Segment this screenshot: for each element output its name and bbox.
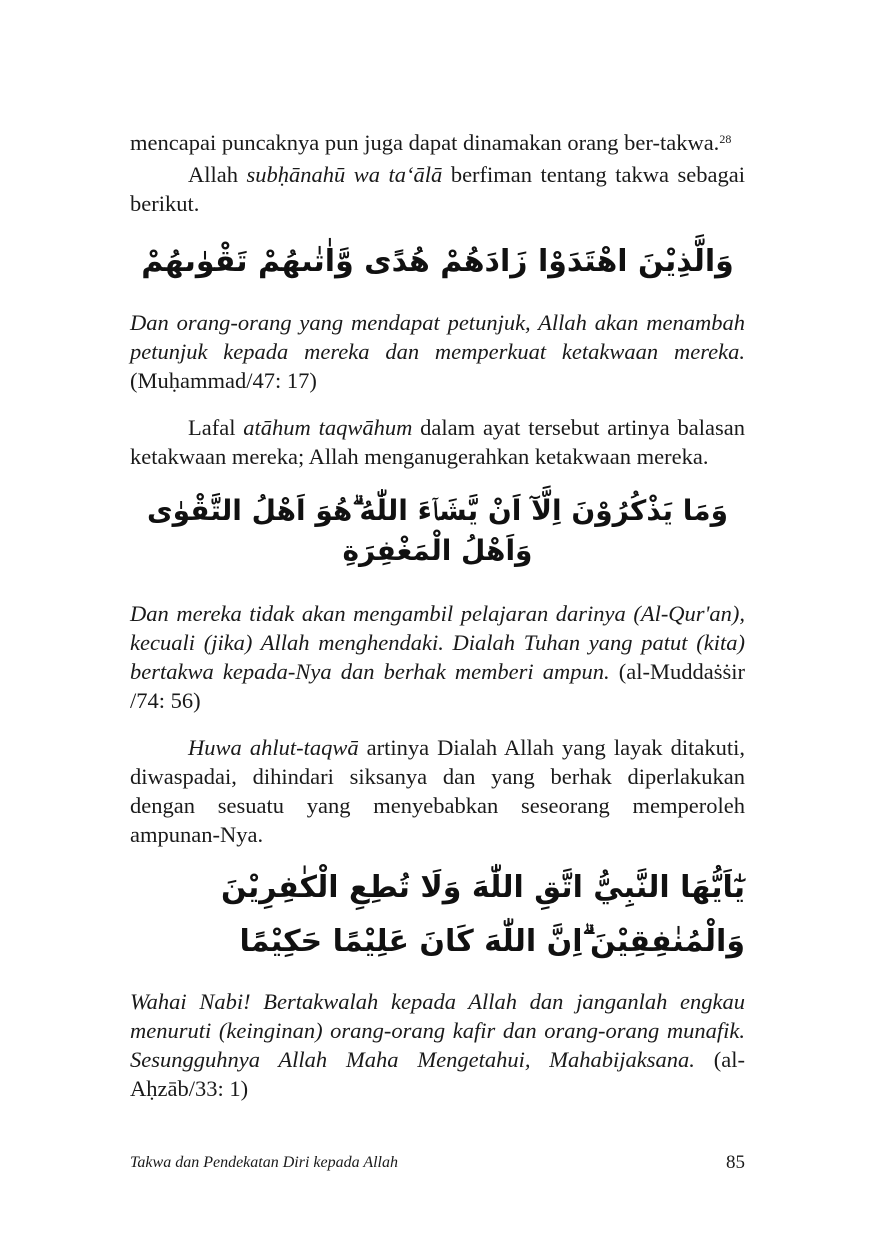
paragraph-3-pre: Lafal bbox=[188, 415, 244, 440]
verse-1-arabic: وَالَّذِيْنَ اهْتَدَوْا زَادَهُمْ هُدًى وَّاٰتٰىهُمْ تَقْوٰىهُمْ bbox=[141, 244, 734, 279]
paragraph-3 bbox=[130, 413, 745, 471]
verse-3-translation-block bbox=[130, 987, 745, 1103]
paragraph-4-post: artinya Dialah Allah yang layak ditakuti, diwaspadai, dihindari siksanya dan yang berhak diperlakukan dengan sesuatu yang menyebabkan seseorang memperoleh ampunan-Nya. bbox=[130, 735, 745, 847]
paragraph-2-italic: subḥānahū wa ta‘ālā bbox=[246, 162, 443, 187]
page-footer bbox=[130, 1152, 745, 1178]
verse-1-reference: (Muḥammad/47: 17) bbox=[130, 368, 317, 393]
paragraph-4 bbox=[130, 733, 745, 849]
verse-2-arabic: وَمَا يَذْكُرُوْنَ اِلَّآ اَنْ يَّشَاۤءَ اللّٰهُ ۗهُوَ اَهْلُ التَّقْوٰى وَاَهْلُ الْمَغْفِرَةِ bbox=[146, 494, 729, 567]
page-number: 85 bbox=[726, 1152, 745, 1173]
footnote-marker[interactable]: 28 bbox=[719, 132, 732, 146]
verse-2-translation: Dan mereka tidak akan mengambil pelajaran darinya (Al-Qur'an), kecuali (jika) Allah menghendaki. Dialah Tuhan yang patut (kita) bertakwa kepada-Nya dan berhak memberi ampun. bbox=[130, 601, 745, 684]
verse-3-reference: (al-Aḥzāb/33: 1) bbox=[130, 1047, 745, 1101]
paragraph-4-italic: Huwa ahlut-taqwā bbox=[188, 735, 359, 760]
page-body bbox=[130, 128, 745, 1103]
verse-1-translation: Dan orang-orang yang mendapat petunjuk, Allah akan menambah petunjuk kepada mereka dan memperkuat ketakwaan mereka. bbox=[130, 310, 745, 364]
paragraph-3-italic: atāhum taqwāhum bbox=[243, 415, 413, 440]
paragraph-1-text: mencapai puncaknya pun juga dapat dinamakan orang ber-takwa. bbox=[130, 130, 720, 155]
verse-2-reference: (al-Muddaṡṡir /74: 56) bbox=[130, 659, 745, 713]
paragraph-1 bbox=[130, 128, 745, 157]
paragraph-2 bbox=[130, 160, 745, 218]
verse-3-translation: Wahai Nabi! Bertakwalah kepada Allah dan janganlah engkau menuruti (keinginan) orang-orang kafir dan orang-orang munafik. Sesungguhnya Allah Maha Mengetahui, Mahabijaksana. bbox=[130, 989, 745, 1072]
paragraph-3-post: dalam ayat tersebut artinya balasan ketakwaan mereka; Allah menganugerahkan ketakwaan mereka. bbox=[130, 415, 745, 469]
verse-1-translation-block bbox=[130, 308, 745, 395]
running-title: Takwa dan Pendekatan Diri kepada Allah bbox=[130, 1154, 398, 1171]
verse-2-translation-block bbox=[130, 599, 745, 715]
verse-3-arabic: يٰٓاَيُّهَا النَّبِيُّ اتَّقِ اللّٰهَ وَلَا تُطِعِ الْكٰفِرِيْنَ وَالْمُنٰفِقِيْنَ ۗاِنَّ اللّٰهَ كَانَ عَلِيْمًا حَكِيْمًا bbox=[221, 870, 745, 959]
paragraph-2-post: berfiman tentang takwa sebagai berikut. bbox=[130, 162, 745, 216]
paragraph-2-pre: Allah bbox=[188, 162, 247, 187]
